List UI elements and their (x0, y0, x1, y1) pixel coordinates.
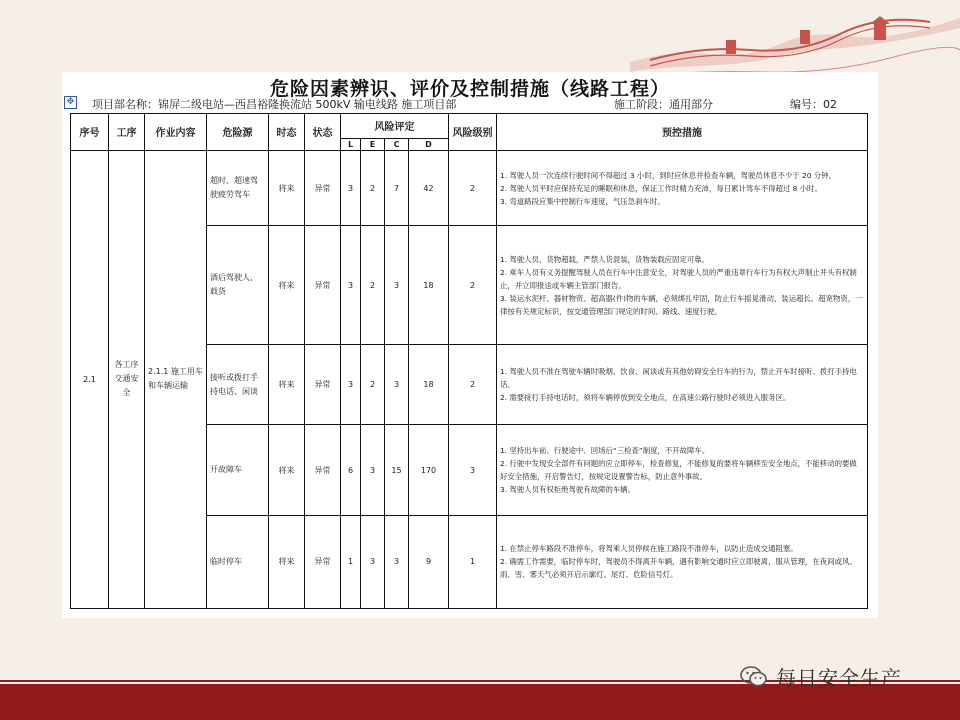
header-process: 工序 (109, 114, 145, 151)
cell-tense: 将来 (269, 345, 305, 425)
document-number: 编号：02 (790, 98, 837, 111)
cell-tense: 将来 (269, 515, 305, 608)
cell-state: 异常 (305, 425, 341, 516)
cell-tense: 将来 (269, 150, 305, 226)
header-state: 状态 (305, 114, 341, 151)
project-name: 项目部名称：锦屏二级电站—西昌裕隆换流站 500kV 输电线路 施工项目部 (92, 98, 457, 111)
measure-line: 2. 确需工作需要，临时停车时，驾驶员不得离开车辆，遇有影响交通时应立即驶离，服从管理，在夜间或风、雨、雪、雾天气必须开启示廓灯、尾灯、危险信号灯。 (500, 557, 857, 580)
header-risk-eval: 风险评定 (341, 114, 449, 139)
document-meta-row (62, 96, 878, 112)
cell-measures (497, 226, 868, 345)
measure-line: 2. 需要接打手持电话时，须将车辆停放到安全地点，在高速公路行驶时必须进入服务区。 (500, 393, 791, 403)
cell-E: 3 (361, 425, 385, 516)
wechat-icon (740, 665, 768, 689)
header-control: 预控措施 (497, 114, 868, 151)
document-image (62, 72, 878, 618)
measure-line: 1. 在禁止停车路段不准停车，将驾乘人员停候在施工路段不准停车，以防止造成交通阻塞。 (500, 544, 798, 554)
header-risk-level: 风险级别 (449, 114, 497, 151)
cell-measures (497, 345, 868, 425)
cell-hazard: 接听或拨打手持电话、闲谈 (207, 345, 269, 425)
cell-C: 3 (385, 515, 409, 608)
cell-level: 2 (449, 226, 497, 345)
cell-L: 3 (341, 150, 361, 226)
measure-line: 1. 驾驶人员、货物超载，严禁人货混装，货物装载应固定可靠。 (500, 254, 709, 264)
cell-D: 18 (409, 226, 449, 345)
header-D: D (409, 138, 449, 150)
cell-state: 异常 (305, 515, 341, 608)
cell-seq: 2.1 (71, 150, 109, 608)
table-move-icon[interactable]: ✥ (64, 96, 77, 109)
cell-C: 3 (385, 226, 409, 345)
cell-tense: 将来 (269, 425, 305, 516)
cell-L: 6 (341, 425, 361, 516)
cell-level: 3 (449, 425, 497, 516)
construction-stage: 施工阶段：通用部分 (614, 98, 713, 111)
measure-line: 1. 驾驶人员不准在驾驶车辆时吸烟、饮食、闲谈或有其他妨碍安全行车的行为，禁止开车时接听、拨打手持电话。 (500, 367, 857, 390)
cell-level: 1 (449, 515, 497, 608)
measure-line: 2. 驾驶人员平时应保持充足的睡眠和休息，保证工作时精力充沛，每日累计驾车不得超过 8 小时。 (500, 183, 822, 193)
cell-hazard: 开故障车 (207, 425, 269, 516)
cell-state: 异常 (305, 226, 341, 345)
measure-line: 3. 弯道路段应集中控制行车速度，气压急刹车时。 (500, 196, 665, 206)
cell-level: 2 (449, 345, 497, 425)
cell-task: 2.1.1 施工用车和车辆运输 (145, 150, 207, 608)
cell-hazard: 酒后驾驶人、载货 (207, 226, 269, 345)
header-seq: 序号 (71, 114, 109, 151)
table-header-row (71, 114, 868, 139)
cell-E: 2 (361, 226, 385, 345)
header-task: 作业内容 (145, 114, 207, 151)
cell-D: 18 (409, 345, 449, 425)
cell-measures (497, 150, 868, 226)
cell-D: 9 (409, 515, 449, 608)
cell-hazard: 超时、超速驾驶疲劳驾车 (207, 150, 269, 226)
cell-C: 15 (385, 425, 409, 516)
cell-measures (497, 515, 868, 608)
cell-E: 3 (361, 515, 385, 608)
cell-level: 2 (449, 150, 497, 226)
header-E: E (361, 138, 385, 150)
cell-L: 1 (341, 515, 361, 608)
cell-tense: 将来 (269, 226, 305, 345)
measure-line: 3. 驾驶人员有权拒绝驾驶有故障的车辆。 (500, 485, 636, 495)
cell-process: 各工序交通安全 (109, 150, 145, 608)
cell-state: 异常 (305, 150, 341, 226)
brand-watermark (740, 662, 902, 691)
cell-E: 2 (361, 150, 385, 226)
measure-line: 3. 装运水泥杆、器材物资、超高器(件)物的车辆，必须绑扎牢固，防止行车摇晃滑动、装运超长、超宽物资，一律按有关规定标识，按交通管理部门规定的时间、路线、速度行驶。 (500, 293, 863, 316)
cell-C: 7 (385, 150, 409, 226)
header-hazard: 危险源 (207, 114, 269, 151)
great-wall-decoration (630, 0, 960, 80)
table-row (71, 150, 868, 226)
brand-text: 每日安全生产 (776, 666, 902, 690)
measure-line: 2. 乘车人员有义务提醒驾驶人员在行车中注意安全，对驾驶人员的严重违章行车行为有权大声制止并头有权制止，并立即报送或车辆主管部门报告。 (500, 267, 857, 290)
measure-line: 1. 驾驶人员一次连续行驶时间不得超过 3 小时，到时应休息并检查车辆，驾驶员休息不少于 20 分钟。 (500, 170, 836, 180)
measure-line: 1. 坚持出车前、行驶途中、回场后“三检查”制度，不开故障车。 (500, 446, 710, 456)
header-tense: 时态 (269, 114, 305, 151)
cell-hazard: 临时停车 (207, 515, 269, 608)
cell-E: 2 (361, 345, 385, 425)
cell-C: 3 (385, 345, 409, 425)
header-L: L (341, 138, 361, 150)
cell-state: 异常 (305, 345, 341, 425)
document-title: 危险因素辨识、评价及控制措施（线路工程） (269, 78, 670, 100)
header-C: C (385, 138, 409, 150)
cell-L: 3 (341, 345, 361, 425)
cell-D: 42 (409, 150, 449, 226)
cell-measures (497, 425, 868, 516)
cell-L: 3 (341, 226, 361, 345)
risk-table (70, 113, 868, 609)
cell-D: 170 (409, 425, 449, 516)
measure-line: 2. 行驶中发现安全部件有问题的应立即停车，检查修复，不能修复的要将车辆移至安全地点，不能移动的要做好安全措施，开启警告灯，按规定设置警告标，防止意外事故。 (500, 459, 857, 482)
